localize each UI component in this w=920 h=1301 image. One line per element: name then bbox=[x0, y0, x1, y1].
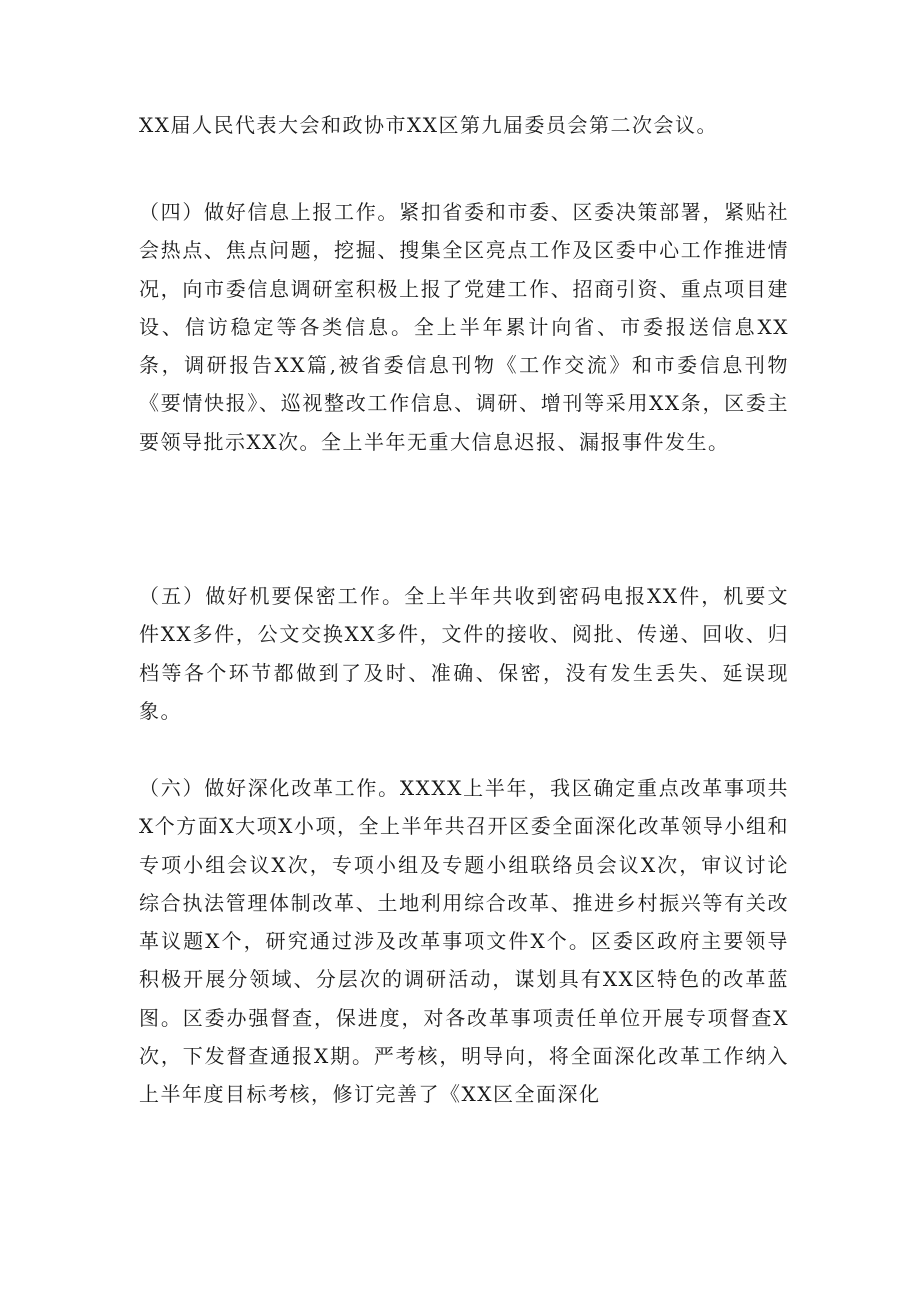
paragraph-deepening-reform: （六）做好深化改革工作。XXXX上半年，我区确定重点改革事项共X个方面X大项X小项，全上半年共召开区委全面深化改革领导小组和专项小组会议X次，专项小组及专题小组联络员会议X次，审议讨论综合执法管理体制改革、土地利用综合改革、推进乡村振兴等有关改革议题X个，研究通过涉及改革事项文件X个。区委区政府主要领导积极开展分领域、分层次的调研活动，谋划具有XX区特色的改革蓝图。区委办强督查，保进度，对各改革事项责任单位开展专项督查X次，下发督查通报X期。严考核，明导向，将全面深化改革工作纳入上半年度目标考核，修订完善了《XX区全面深化 bbox=[139, 776, 789, 1107]
paragraph-confidential-work: （五）做好机要保密工作。全上半年共收到密码电报XX件，机要文件XX多件，公文交换XX多件，文件的接收、阅批、传递、回收、归档等各个环节都做到了及时、准确、保密，没有发生丢失、延误现象。 bbox=[139, 584, 789, 723]
paragraph-meeting-continuation: XX届人民代表大会和政协市XX区第九届委员会第二次会议。 bbox=[139, 113, 718, 137]
paragraph-information-reporting: （四）做好信息上报工作。紧扣省委和市委、区委决策部署，紧贴社会热点、焦点问题，挖掘、搜集全区亮点工作及区委中心工作推进情况，向市委信息调研室积极上报了党建工作、招商引资、重点项目建设、信访稳定等各类信息。全上半年累计向省、市委报送信息XX条，调研报告XX篇,被省委信息刊物《工作交流》和市委信息刊物《要情快报》、巡视整改工作信息、调研、增刊等采用XX条，区委主要领导批示XX次。全上半年无重大信息迟报、漏报事件发生。 bbox=[139, 200, 789, 454]
